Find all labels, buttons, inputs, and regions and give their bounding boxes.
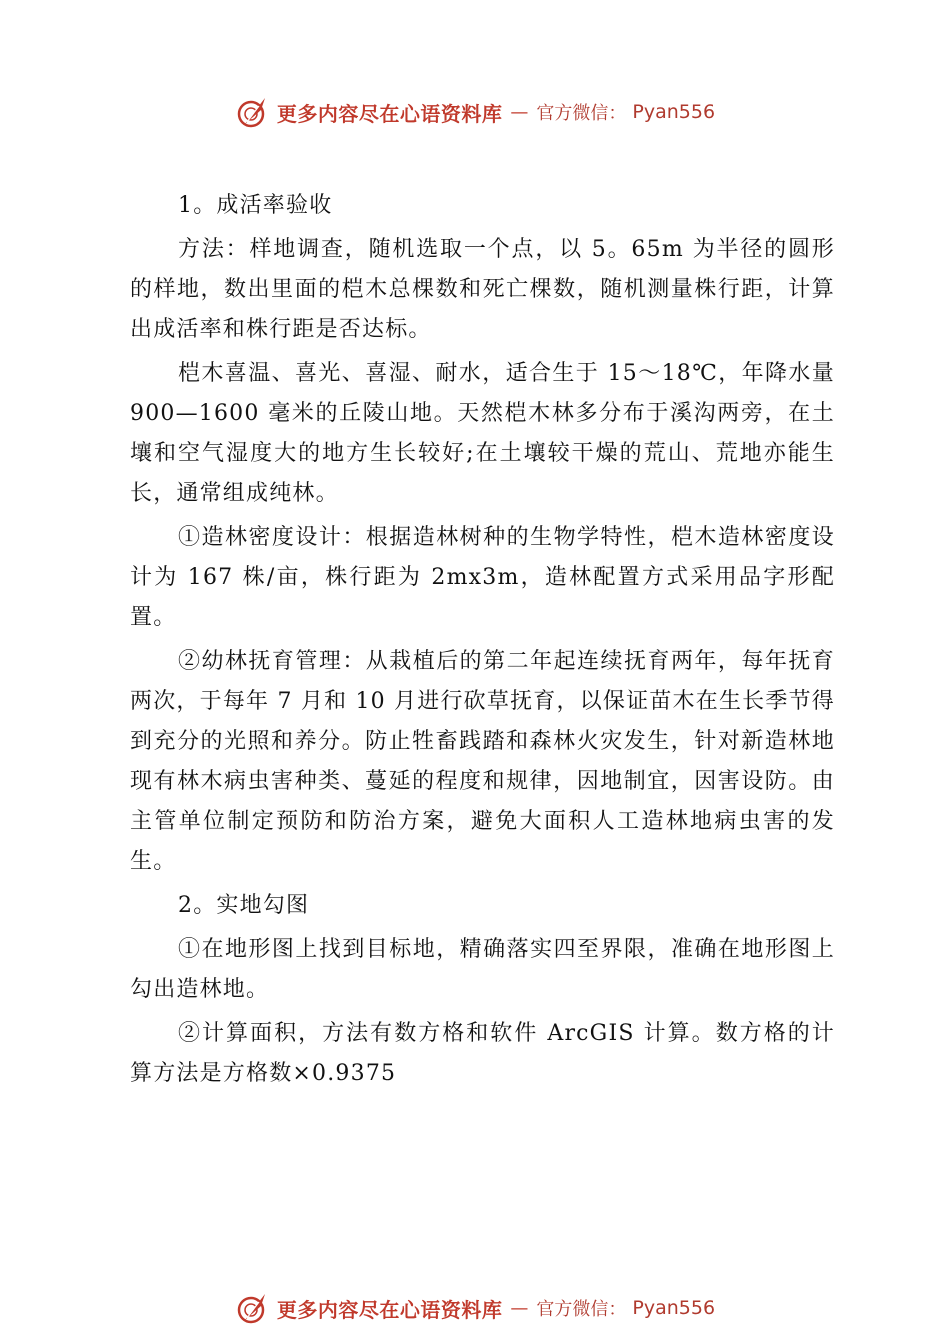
footer-banner <box>0 1288 950 1328</box>
quill-logo-icon <box>235 94 271 130</box>
banner-wechat-id: Pyan556 <box>632 101 716 123</box>
paragraph: 2。实地勾图 <box>178 893 310 918</box>
banner-wechat-label: 官方微信： <box>536 103 627 124</box>
banner-brand-text: 更多内容尽在心语资料库 <box>276 101 503 126</box>
banner-wechat-label: 官方微信： <box>536 1299 627 1320</box>
paragraph: 桤木喜温、喜光、喜湿、耐水，适合生于 15～18℃，年降水量 900—1600 毫米的丘陵山地。天然桤木林多分布于溪沟两旁，在土壤和空气湿度大的地方生长较好;在土壤较干燥的荒山、荒地亦能生长，通常组成纯林。 <box>130 361 835 506</box>
paragraph: ①在地形图上找到目标地，精确落实四至界限，准确在地形图上勾出造林地。 <box>130 937 835 1002</box>
paragraph: 方法：样地调查，随机选取一个点，以 5。65m 为半径的圆形的样地，数出里面的桤木总棵数和死亡棵数，随机测量株行距，计算出成活率和株行距是否达标。 <box>130 237 835 342</box>
paragraph: ①造林密度设计：根据造林树种的生物学特性，桤木造林密度设计为 167 株/亩，株行距为 2mx3m，造林配置方式采用品字形配置。 <box>130 525 835 630</box>
quill-logo-icon <box>235 1290 271 1326</box>
banner-dash: — <box>510 101 529 123</box>
header-banner <box>0 92 950 132</box>
paragraph: 1。成活率验收 <box>178 193 333 218</box>
document-body <box>130 186 835 1098</box>
banner-dash: — <box>510 1297 529 1319</box>
banner-wechat-id: Pyan556 <box>632 1297 716 1319</box>
paragraph: ②计算面积，方法有数方格和软件 ArcGIS 计算。数方格的计算方法是方格数×0.9375 <box>130 1021 835 1086</box>
banner-brand-text: 更多内容尽在心语资料库 <box>276 1297 503 1322</box>
paragraph: ②幼林抚育管理：从栽植后的第二年起连续抚育两年，每年抚育两次，于每年 7 月和 10 月进行砍草抚育，以保证苗木在生长季节得到充分的光照和养分。防止牲畜践踏和森林火灾发生，针对新造林地现有林木病虫害种类、蔓延的程度和规律，因地制宜，因害设防。由主管单位制定预防和防治方案，避免大面积人工造林地病虫害的发生。 <box>130 649 835 874</box>
